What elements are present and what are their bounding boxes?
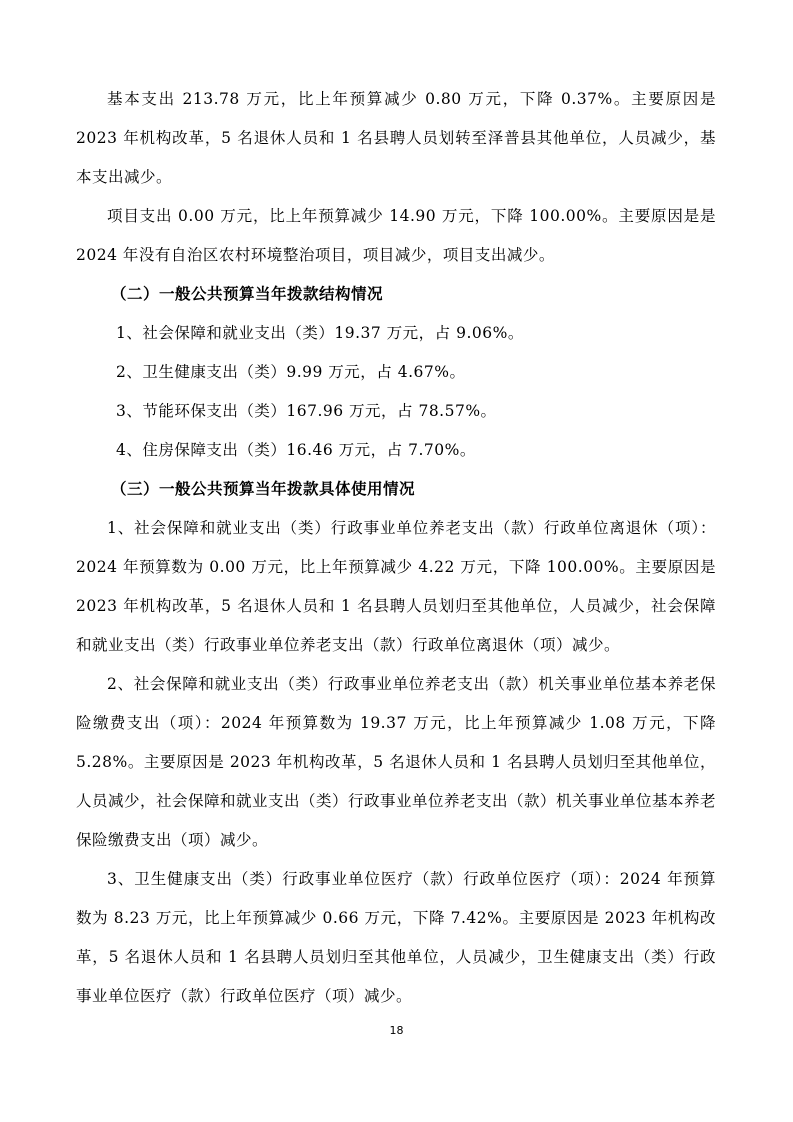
list-item-social-security: 1、社会保障和就业支出（类）19.37 万元，占 9.06%。 [116,324,524,342]
section-heading-structure: （二）一般公共预算当年拨款结构情况 [111,285,384,303]
list-item-environment: 3、节能环保支出（类）167.96 万元，占 78.57%。 [116,402,497,420]
paragraph-basic-expenditure: 基本支出 213.78 万元，比上年预算减少 0.80 万元，下降 0.37%。主要原因是 2023 年机构改革，5 名退休人员和 1 名县聘人员划转至泽普县其他单位，人员减少，基本支出减少。 [76,90,716,186]
page-number: 18 [389,1024,404,1037]
list-item-housing: 4、住房保障支出（类）16.46 万元，占 7.70%。 [116,441,476,459]
paragraph-usage-retirement: 1、社会保障和就业支出（类）行政事业单位养老支出（款）行政单位离退休（项）：2024 年预算数为 0.00 万元，比上年预算减少 4.22 万元，下降 100.00%。主要原因是 2023 年机构改革，5 名退休人员和 1 名县聘人员划归至其他单位，人员减少，社会保障和就业支出（类）行政事业单位养老支出（款）行政单位离退休（项）减少。 [76,519,716,654]
section-heading-usage: （三）一般公共预算当年拨款具体使用情况 [111,480,416,498]
document-body [76,80,716,1016]
paragraph-usage-medical: 3、卫生健康支出（类）行政事业单位医疗（款）行政单位医疗（项）：2024 年预算数为 8.23 万元，比上年预算减少 0.66 万元，下降 7.42%。主要原因是 2023 年机构改革，5 名退休人员和 1 名县聘人员划归至其他单位，人员减少，卫生健康支出（类）行政事业单位医疗（款）行政单位医疗（项）减少。 [76,870,716,1005]
list-item-health: 2、卫生健康支出（类）9.99 万元，占 4.67%。 [116,363,466,381]
paragraph-project-expenditure: 项目支出 0.00 万元，比上年预算减少 14.90 万元，下降 100.00%。主要原因是是 2024 年没有自治区农村环境整治项目，项目减少，项目支出减少。 [76,207,716,264]
paragraph-usage-pension-insurance: 2、社会保障和就业支出（类）行政事业单位养老支出（款）机关事业单位基本养老保险缴费支出（项）：2024 年预算数为 19.37 万元，比上年预算减少 1.08 万元，下降 5.28%。主要原因是 2023 年机构改革，5 名退休人员和 1 名县聘人员划归至其他单位，人员减少，社会保障和就业支出（类）行政事业单位养老支出（款）机关事业单位基本养老保险缴费支出（项）减少。 [76,675,717,849]
